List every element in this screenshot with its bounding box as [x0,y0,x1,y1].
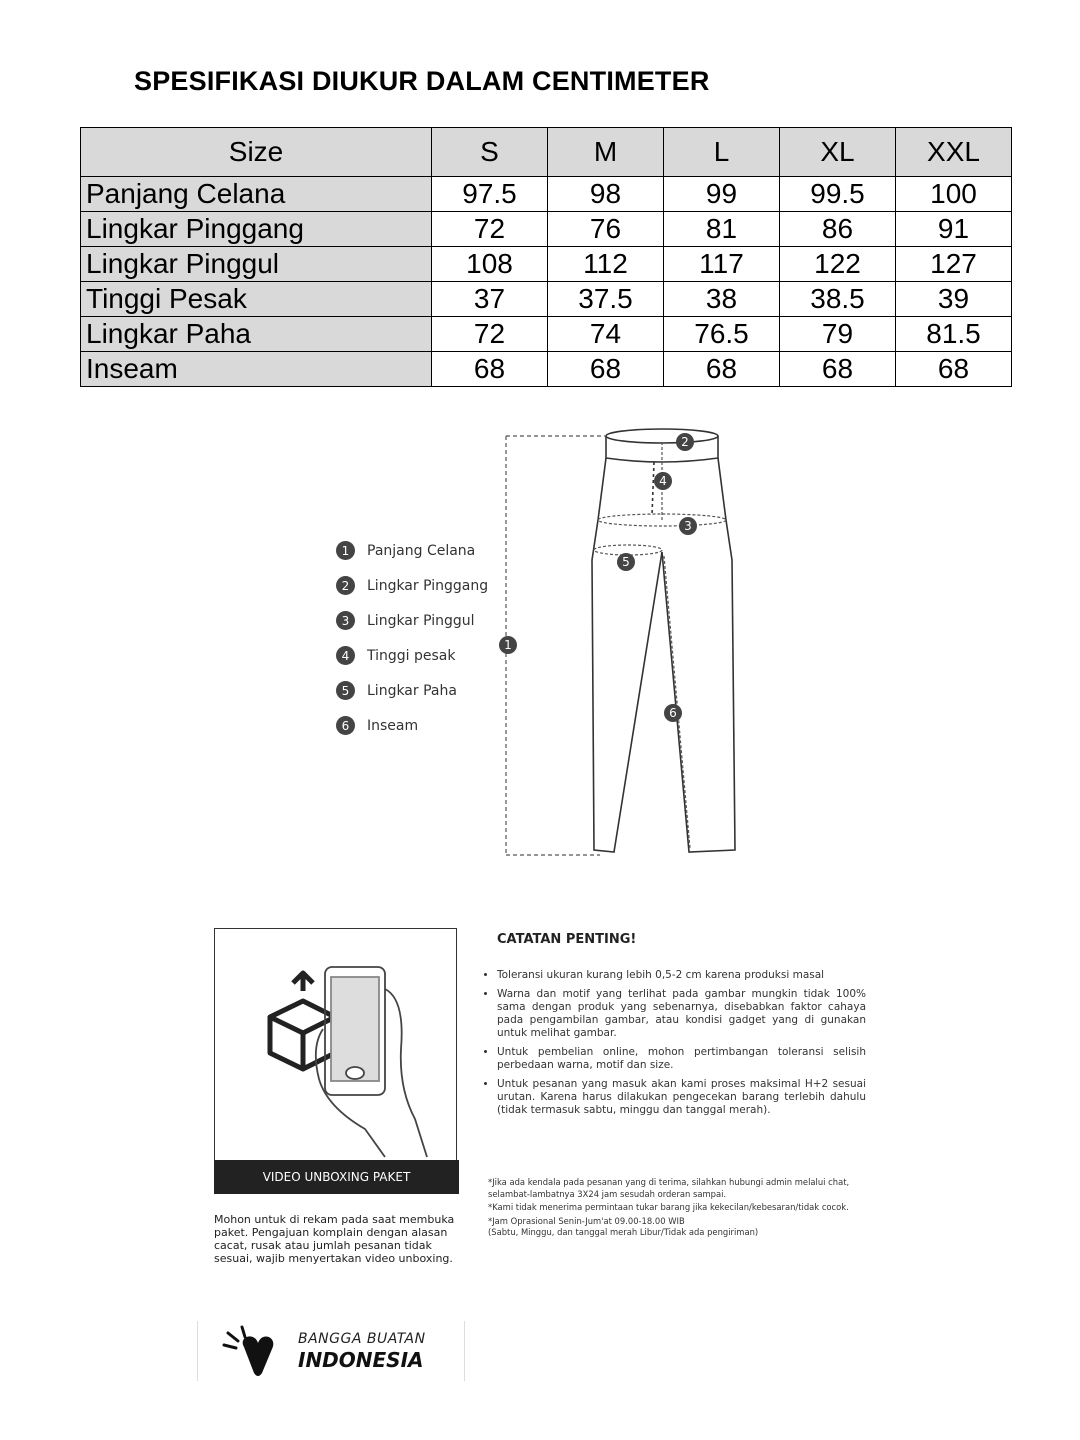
cell: 99 [664,177,780,212]
cell: 122 [780,247,896,282]
legend-item [336,638,488,673]
list-item: • Warna dan motif yang terlihat pada gambar mungkin tidak 100% sama dengan produk yang sebenarnya, disebabkan faktor cahaya pada pengambilan gambar, atau kondisi gadget yang di gunakan untuk melihat gambar. [497,988,866,1040]
page-title: SPESIFIKASI DIUKUR DALAM CENTIMETER [134,66,710,96]
notes-heading: CATATAN PENTING! [497,932,637,947]
legend-number: 4 [336,646,355,665]
cell: 38.5 [780,282,896,317]
heart-logo-icon [198,1321,288,1381]
legend-label: Lingkar Paha [367,682,457,699]
legend-item [336,533,488,568]
header-s: S [432,128,548,177]
unboxing-card [214,928,457,1194]
cell: 39 [896,282,1012,317]
header-size: Size [81,128,432,177]
notes-list [481,969,866,1117]
cell: 37 [432,282,548,317]
legend-item [336,708,488,743]
legend-number: 3 [336,611,355,630]
legend-number: 2 [336,576,355,595]
footnote: *Jam Oprasional Senin-Jum'at 09.00-18.00 WIB [488,1215,685,1226]
cell: 79 [780,317,896,352]
cell: 97.5 [432,177,548,212]
cell: 86 [780,212,896,247]
unboxing-note: Mohon untuk di rekam pada saat membuka paket. Pengajuan komplain dengan alasan cacat, rusak atau jumlah pesanan tidak sesuai, wajib menyertakan video unboxing. [214,1213,455,1265]
left-leg-outline [592,458,662,852]
cell: 68 [432,352,548,387]
important-notes [481,932,866,1123]
legend-label: Lingkar Pinggang [367,577,489,594]
footnote: *Kami tidak menerima permintaan tukar barang jika kekecilan/kebesaran/tidak cocok. [488,1202,849,1212]
unboxing-label: VIDEO UNBOXING PAKET [214,1160,459,1194]
cell: 68 [780,352,896,387]
cell: 72 [432,317,548,352]
marker-2-label: 2 [681,435,689,449]
cell: 68 [664,352,780,387]
legend-number: 6 [336,716,355,735]
waistband-top [606,429,718,443]
cell: 76 [548,212,664,247]
marker-4-label: 4 [659,474,667,488]
legend-label: Lingkar Pinggul [367,612,475,629]
marker-3-label: 3 [684,519,692,533]
legend-number: 1 [336,541,355,560]
cell: 127 [896,247,1012,282]
legend-item [336,603,488,638]
measurement-legend [336,533,488,743]
inseam-measure [664,556,690,848]
cell: 74 [548,317,664,352]
footnotes [488,1177,878,1241]
row-label: Panjang Celana [81,177,432,212]
cell: 99.5 [780,177,896,212]
right-leg-outline [662,458,735,852]
list-item: • Toleransi ukuran kurang lebih 0,5-2 cm karena produksi masal [497,969,866,982]
header-xxl: XXL [896,128,1012,177]
footnote: (Sabtu, Minggu, dan tanggal merah Libur/Tidak ada pengiriman) [488,1227,759,1237]
cell: 117 [664,247,780,282]
header-xl: XL [780,128,896,177]
cell: 38 [664,282,780,317]
cell: 108 [432,247,548,282]
legend-label: Tinggi pesak [367,647,456,664]
fly-seam [652,462,654,515]
footnote: *Jika ada kendala pada pesanan yang di terima, silahkan hubungi admin melalui chat, selambat-lambatnya 3X24 jam sesudah orderan sampai. [488,1177,850,1199]
brand-line2: INDONESIA [298,1348,424,1372]
row-label: Lingkar Pinggul [81,247,432,282]
phone-box-icon [215,929,456,1159]
cell: 81.5 [896,317,1012,352]
legend-item [336,568,488,603]
row-label: Lingkar Paha [81,317,432,352]
row-label: Inseam [81,352,432,387]
header-m: M [548,128,664,177]
marker-5-label: 5 [622,555,630,569]
cell: 68 [548,352,664,387]
cell: 68 [896,352,1012,387]
cell: 81 [664,212,780,247]
header-l: L [664,128,780,177]
marker-1-label: 1 [504,638,512,652]
legend-item [336,673,488,708]
row-label: Lingkar Pinggang [81,212,432,247]
marker-6-label: 6 [669,706,677,720]
cell: 91 [896,212,1012,247]
cell: 98 [548,177,664,212]
legend-label: Inseam [367,717,419,734]
list-item: • Untuk pembelian online, mohon pertimbangan toleransi selisih perbedaan warna, motif dan size. [497,1046,866,1072]
list-item: • Untuk pesanan yang masuk akan kami proses maksimal H+2 sesuai urutan. Karena harus dilakukan pengecekan barang terlebih dahulu (tidak termasuk sabtu, minggu dan tanggal merah). [497,1078,866,1117]
cell: 37.5 [548,282,664,317]
row-label: Tinggi Pesak [81,282,432,317]
cell: 72 [432,212,548,247]
brand-line1: BANGGA BUATAN [298,1331,426,1347]
cell: 100 [896,177,1012,212]
brand-badge [197,1321,465,1381]
cell: 112 [548,247,664,282]
legend-label: Panjang Celana [367,542,476,559]
legend-number: 5 [336,681,355,700]
cell: 76.5 [664,317,780,352]
